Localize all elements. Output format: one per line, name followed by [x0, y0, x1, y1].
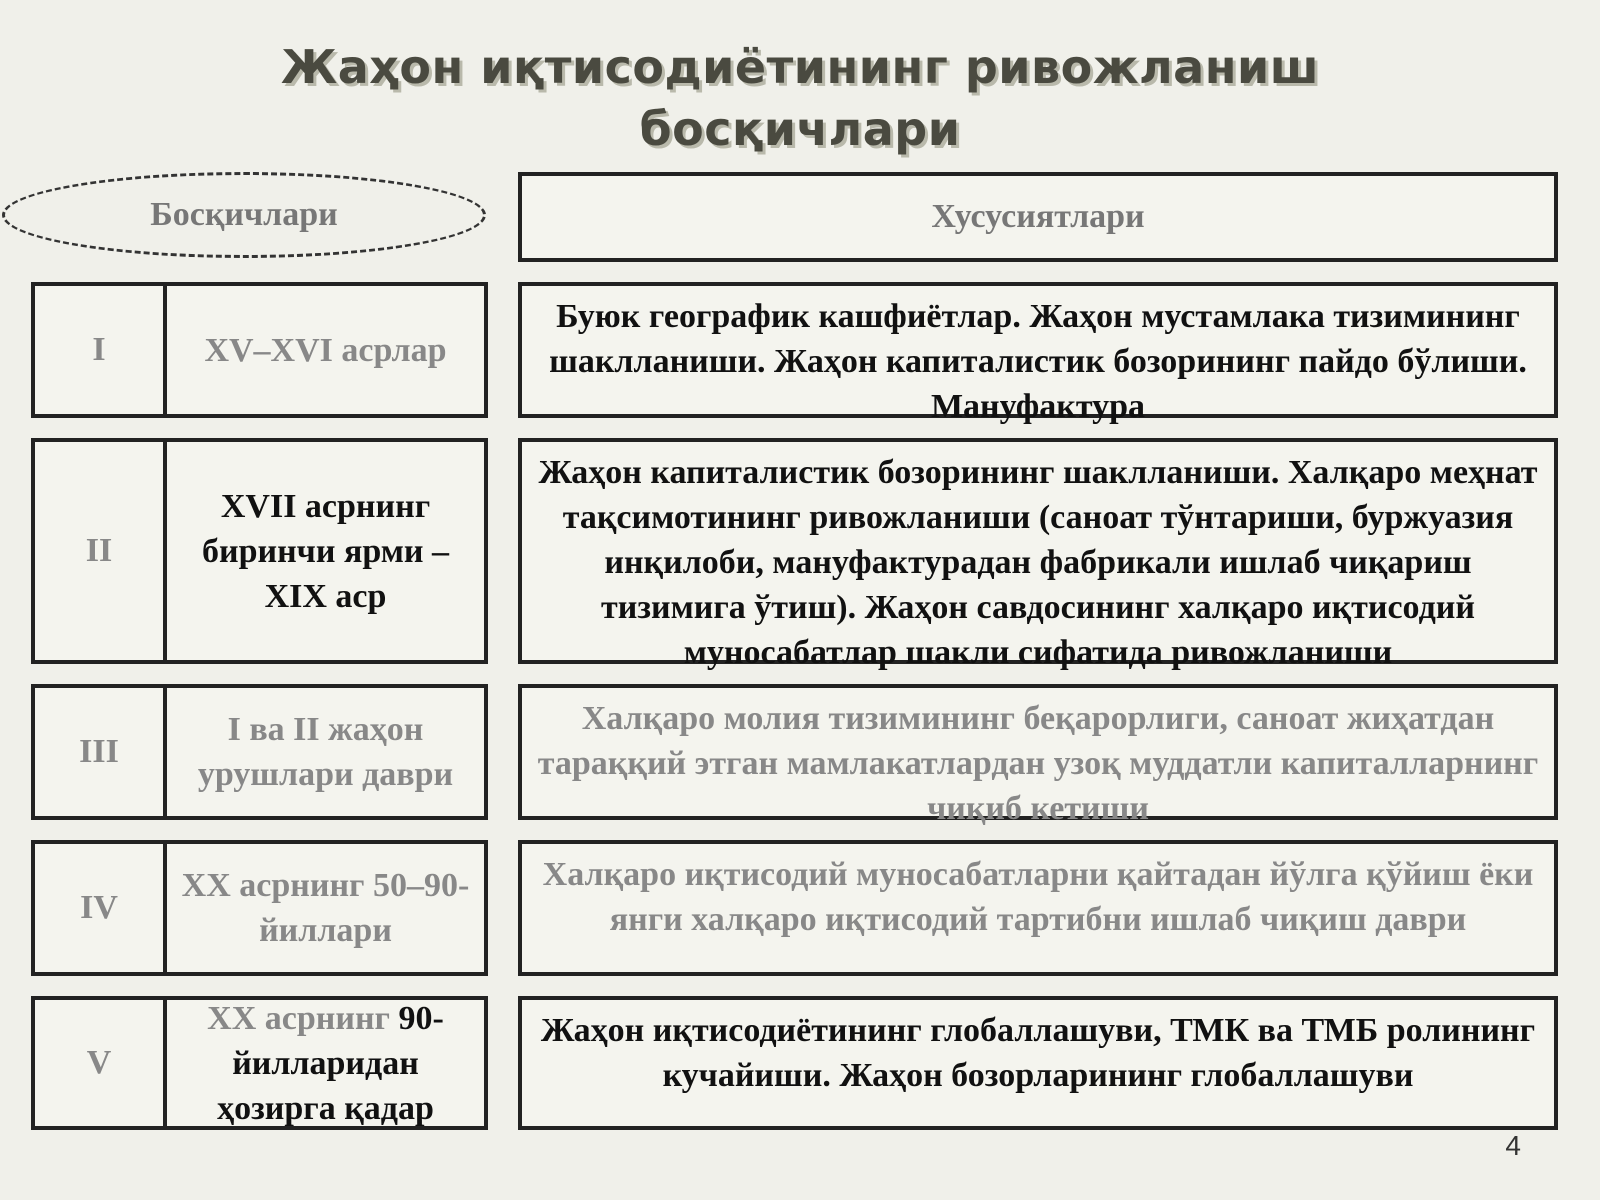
stage-features-text: Жаҳон капиталистик бозорининг шаклланиши. Халқаро меҳнат тақсимотининг ривожланиши (саноат тўнтариши, буржуазия инқилоби, мануфактурадан фабрикали ишлаб чиқариш тизимига ўтиш). Жаҳон савдосининг халқаро иқтисодий муносабатлар шакли сифатида ривожланиши [538, 454, 1538, 671]
stage-features-2 [518, 438, 1558, 671]
stage-period: I ва II жаҳон урушлари даври [197, 711, 454, 793]
stage-features-1 [518, 282, 1558, 425]
stage-number: V [35, 1000, 167, 1126]
stage-features-3 [518, 684, 1558, 827]
stage-features-text: Буюк географик кашфиётлар. Жаҳон мустамлака тизимининг шаклланиши. Жаҳон капиталистик бозорининг пайдо бўлиши. Мануфактура [549, 298, 1527, 425]
stage-number: III [35, 688, 167, 816]
stage-number: I [35, 286, 167, 414]
stage-period: XVII асрнинг биринчи ярми – XIX аср [202, 487, 449, 615]
stages-header: Босқичлари [2, 172, 486, 258]
stage-features-text: Халқаро молия тизимининг беқарорлиги, саноат жиҳатдан тараққий этган мамлакатлардан узоқ муддатли капиталларнинг чиқиб кетиши [537, 700, 1539, 827]
page-number: 4 [1505, 1130, 1521, 1161]
stage-row-5 [31, 996, 488, 1130]
stage-period [167, 1000, 484, 1126]
stage-row-1 [31, 282, 488, 418]
stage-features-text: Халқаро иқтисодий муносабатларни қайтадан йўлга қўйиш ёки янги халқаро иқтисодий тартибни ишлаб чиқиш даври [542, 856, 1534, 938]
stage-row-2 [31, 438, 488, 664]
stage-period: XX асрнинг 50–90-йиллари [181, 867, 470, 949]
stage-features-text: Жаҳон иқтисодиётининг глобаллашуви, ТМК ва ТМБ ролининг кучайиши. Жаҳон бозорларининг глобаллашуви [540, 1012, 1536, 1094]
stage-row-4 [31, 840, 488, 976]
stage-period-part1: XX асрнинг [207, 999, 390, 1037]
stage-number: IV [35, 844, 167, 972]
stage-number: II [35, 442, 167, 660]
stage-features-5 [518, 996, 1558, 1130]
features-header: Хусусиятлари [518, 172, 1558, 262]
stage-features-4 [518, 840, 1558, 976]
stage-period: XV–XVI асрлар [204, 331, 447, 369]
slide-title-line1: Жаҳон иқтисодиётининг ривожланиш [280, 40, 1320, 94]
stage-period-part2: 90-йилларидан ҳозирга қадар [217, 999, 444, 1127]
slide-title [0, 36, 1600, 160]
slide-title-line2: босқичлари [639, 102, 961, 156]
stage-row-3 [31, 684, 488, 820]
